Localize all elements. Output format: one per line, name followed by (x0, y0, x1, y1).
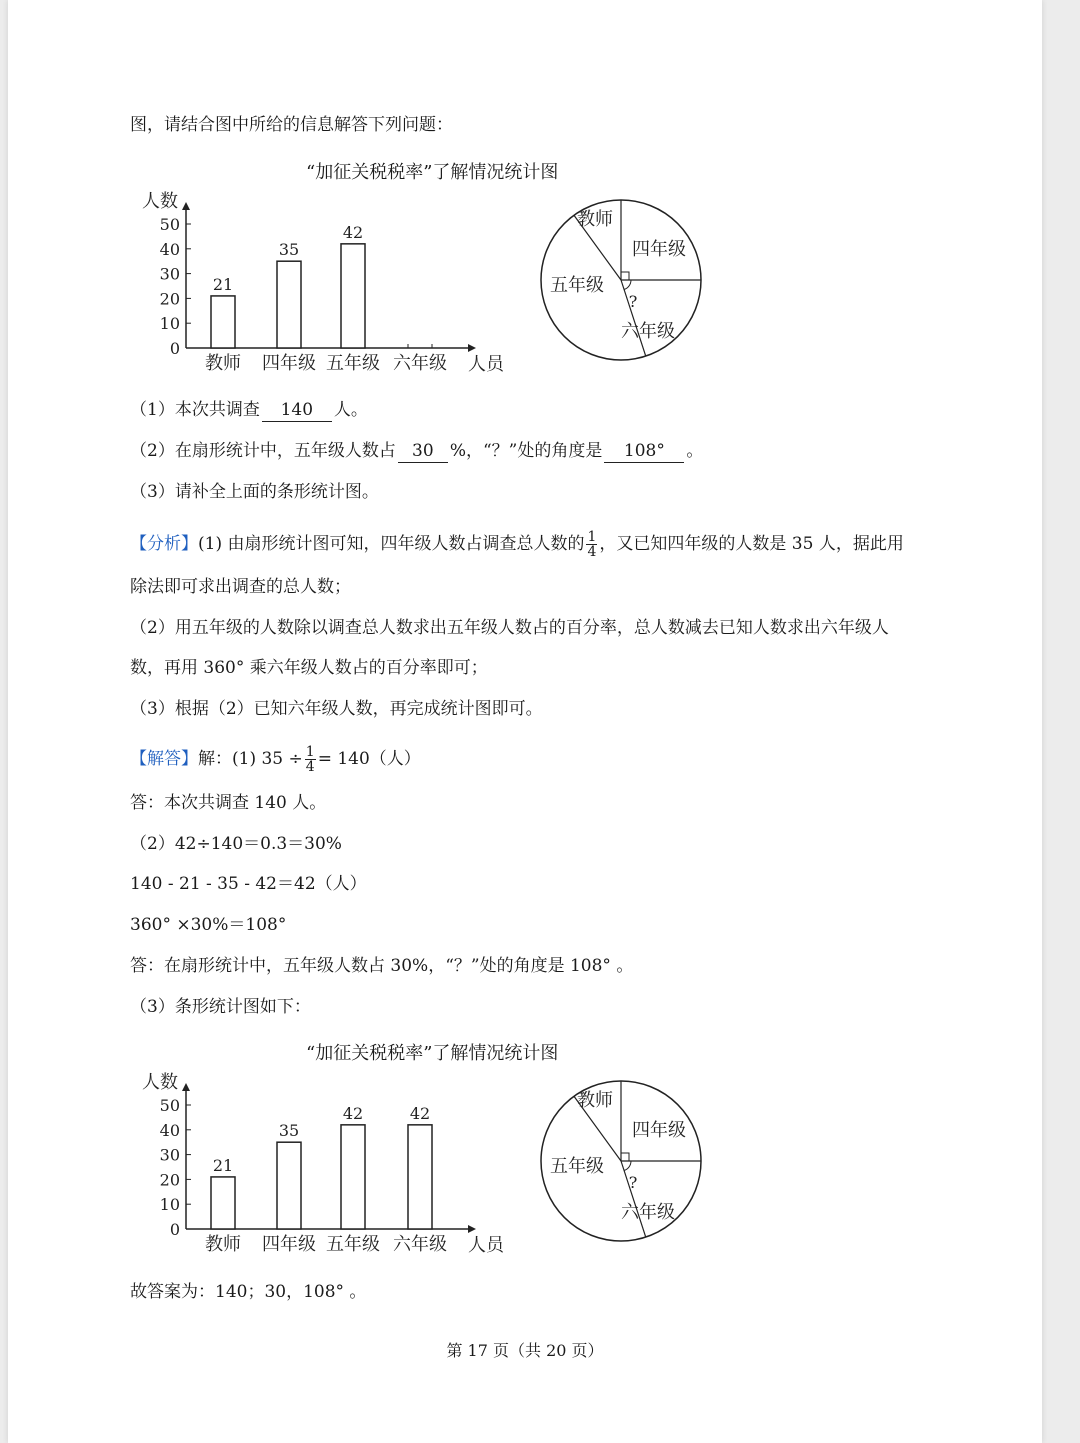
analysis-line-2: 除法即可求出调查的总人数； (130, 577, 351, 597)
answer-line-5: 360° ×30%＝108° (130, 915, 287, 935)
bar-四年级 (277, 261, 301, 348)
bar-五年级 (341, 1125, 365, 1229)
bar-六年级 (408, 1125, 432, 1229)
y-tick-label: 30 (159, 264, 180, 284)
bar-value-label: 42 (342, 1103, 364, 1123)
page-footer: 第 17 页（共 20 页） (446, 1341, 604, 1360)
x-axis-label: 人员 (468, 1235, 504, 1256)
y-tick-label: 0 (169, 339, 180, 358)
pie-unknown-angle-label: ? (628, 292, 638, 311)
q2-answer-blank-2: 108° (604, 440, 684, 463)
y-tick-label: 0 (169, 1220, 180, 1239)
x-axis-label: 人员 (468, 354, 504, 375)
y-tick-label: 30 (159, 1145, 180, 1165)
pie-label-教师: 教师 (577, 209, 613, 230)
bar-value-label: 35 (278, 240, 300, 260)
x-tick-label: 六年级 (393, 1234, 447, 1255)
x-tick-label: 教师 (205, 1234, 241, 1255)
bar-chart-1 (128, 185, 528, 385)
y-axis-arrow (182, 1083, 190, 1091)
analysis-line-1: 【分析】(1) 由扇形统计图可知，四年级人数占调查总人数的 $\frac{1}{4}$ ，又已知四年级的人数是 35 人，据此用 (130, 529, 904, 560)
bar-五年级 (341, 244, 365, 348)
x-tick-label: 六年级 (393, 353, 447, 374)
answer-tag: 【解答】 (130, 749, 198, 769)
figure-title-2: “加征关税税率”了解情况统计图 (306, 1043, 559, 1064)
x-tick-label: 四年级 (262, 1234, 316, 1255)
question-2: （2）在扇形统计中，五年级人数占 30 %，“？”处的角度是 108° 。 (130, 441, 704, 461)
y-tick-label: 10 (159, 314, 180, 334)
pie-label-五年级: 五年级 (550, 275, 604, 296)
bar-value-label: 21 (212, 274, 234, 294)
y-axis-label: 人数 (142, 1072, 178, 1093)
pie-label-四年级: 四年级 (632, 1120, 686, 1141)
bar-value-label: 42 (342, 222, 364, 242)
fraction-one-quarter: $\frac{1}{4}$ (587, 529, 597, 560)
answer-line-2: 答：本次共调查 140 人。 (130, 793, 327, 813)
x-axis-arrow (468, 344, 476, 352)
answer-line-4: 140 - 21 - 35 - 42＝42（人） (130, 874, 367, 894)
y-tick-label: 40 (159, 239, 180, 259)
y-tick-label: 10 (159, 1195, 180, 1215)
bar-value-label: 35 (278, 1121, 300, 1141)
answer-line-7: （3）条形统计图如下： (130, 997, 311, 1017)
document-page (8, 0, 1042, 1443)
pie-label-六年级: 六年级 (621, 321, 675, 342)
x-tick-label: 四年级 (262, 353, 316, 374)
x-tick-label: 教师 (205, 353, 241, 374)
answer-line-3: （2）42÷140＝0.3＝30% (130, 834, 342, 854)
analysis-tag: 【分析】 (130, 534, 198, 554)
question-1: （1）本次共调查 140 人。 (130, 400, 368, 420)
analysis-line-5: （3）根据（2）已知六年级人数，再完成统计图即可。 (130, 699, 543, 719)
y-tick-label: 40 (159, 1120, 180, 1140)
bar-value-label: 42 (409, 1103, 431, 1123)
pie-label-五年级: 五年级 (550, 1156, 604, 1177)
y-tick-label: 20 (159, 1170, 180, 1190)
pie-chart-2 (523, 1076, 703, 1251)
q2-answer-blank-1: 30 (398, 440, 448, 463)
y-tick-label: 50 (159, 1096, 180, 1115)
question-3: （3）请补全上面的条形统计图。 (130, 482, 379, 502)
x-tick-label: 五年级 (326, 353, 380, 374)
pie-label-教师: 教师 (577, 1090, 613, 1111)
x-axis-arrow (468, 1225, 476, 1233)
y-tick-label: 20 (159, 289, 180, 309)
answer-line-1: 【解答】解：(1) 35 ÷ $\frac{1}{4}$ = 140（人） (130, 744, 421, 775)
pie-chart-1 (523, 195, 703, 370)
x-tick-label: 五年级 (326, 1234, 380, 1255)
y-axis-label: 人数 (142, 191, 178, 212)
analysis-line-4: 数，再用 360° 乘六年级人数占的百分率即可； (130, 658, 488, 678)
pie-label-四年级: 四年级 (632, 239, 686, 260)
y-tick-label: 50 (159, 215, 180, 234)
y-axis-arrow (182, 202, 190, 210)
bar-chart-2 (128, 1066, 528, 1266)
analysis-line-3: （2）用五年级的人数除以调查总人数求出五年级人数占的百分率，总人数减去已知人数求出六年级人 (130, 618, 889, 638)
bar-教师 (211, 1177, 235, 1229)
bar-四年级 (277, 1142, 301, 1229)
pie-unknown-angle-label: ? (628, 1173, 638, 1192)
intro-text: 图，请结合图中所给的信息解答下列问题： (130, 115, 453, 135)
bar-教师 (211, 296, 235, 348)
q1-answer-blank: 140 (262, 399, 332, 422)
pie-label-六年级: 六年级 (621, 1202, 675, 1223)
figure-title-1: “加征关税税率”了解情况统计图 (306, 162, 559, 183)
final-answer: 故答案为：140；30，108° 。 (130, 1282, 367, 1302)
fraction-one-quarter-answer: $\frac{1}{4}$ (305, 744, 315, 775)
answer-line-6: 答：在扇形统计中，五年级人数占 30%，“？”处的角度是 108° 。 (130, 956, 634, 976)
bar-value-label: 21 (212, 1155, 234, 1175)
